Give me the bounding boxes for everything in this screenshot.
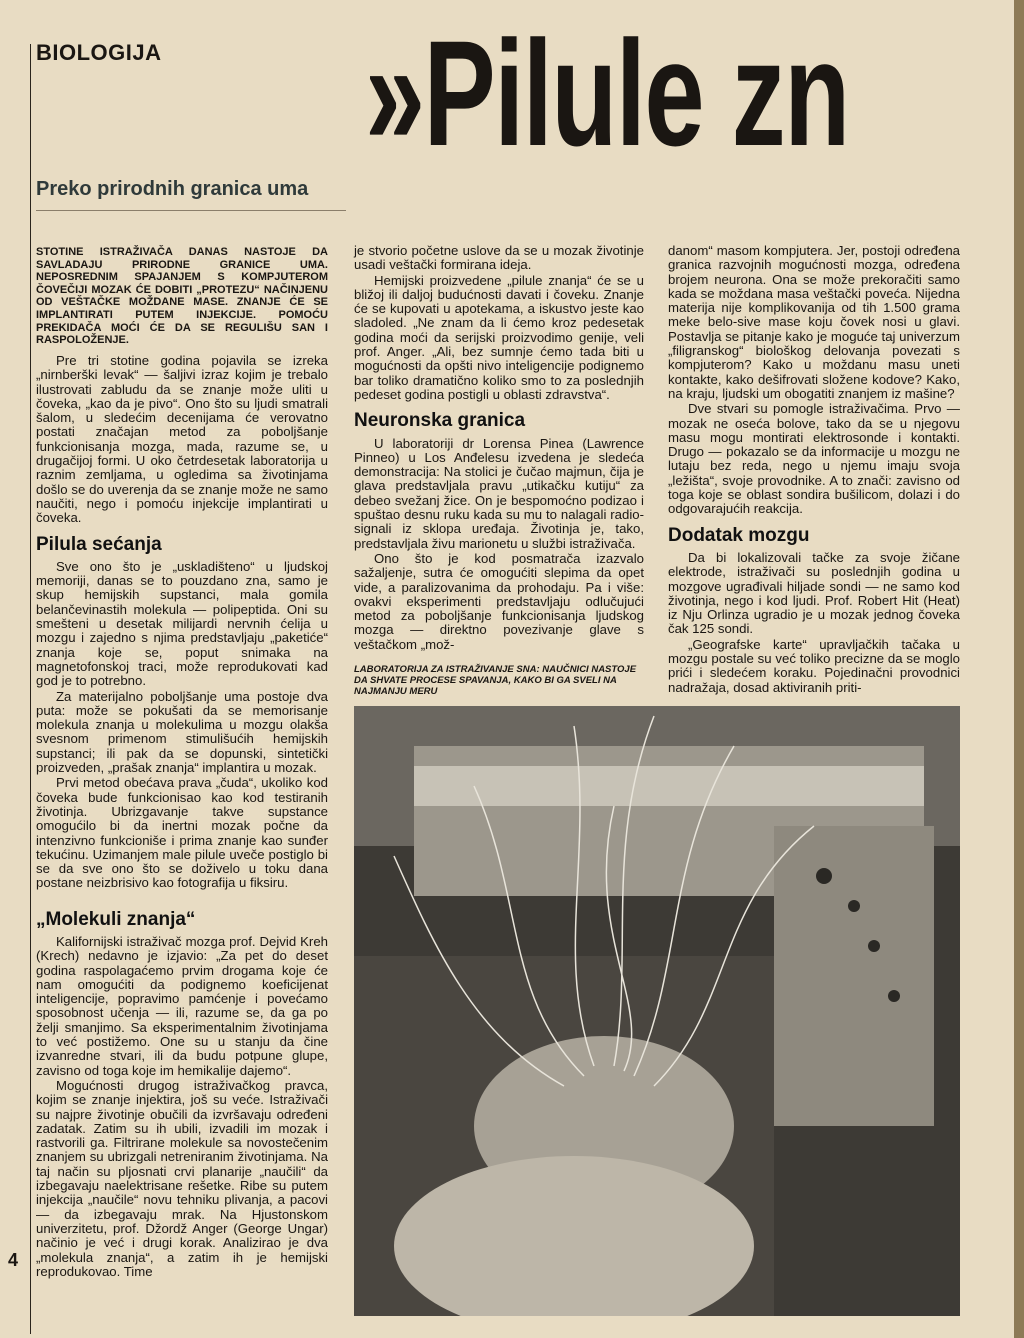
- paragraph: Da bi lokalizovali tačke za svoje žičane elektrode, istraživači su poslednjih godina u mozgove ugrađivali hiljade sondi — ne samo kod životinja, nego i kod ljudi. Prof. Robert Hit (Heat) iz Nju Orlinza ugradio je u mozak jednog čoveka čak 125 sondi.: [668, 549, 960, 637]
- subheading: „Molekuli znanja“: [36, 908, 196, 930]
- lead-paragraph: STOTINE ISTRAŽIVAČA DANAS NASTOJE DA SAVLADAJU PRIRODNE GRANICE UMA. NEPOSREDNIM SPAJANJEM S KOMPJUTEROM ČOVEČIJI MOZAK ĆE DOBITI „PROTEZU“ NAČINJENU OD VEŠTAČKE MOŽDANE MASE. ZNANJE ĆE SE IMPLANTIRATI PUTEM INJEKCIJE. POMOĆU PREKIDAČA MOĆI ĆE DA SE REGULIŠU SAN I RASPOLOŽENJE.: [36, 246, 328, 347]
- paragraph: Ono što je kod posmatrača izazvalo sažaljenje, sutra će omogućiti slepima da opet vide, a paralizovanima da prohodaju. Pa i više: ovakvi eksperimenti predstavljaju odlučujući metod za poboljšanje funkcionisanja ljudskog mozga — direktno povezivanje glave s veštačkom „mož-: [354, 550, 644, 652]
- column-3: [668, 244, 960, 696]
- paragraph: Mogućnosti drugog istraživačkog pravca, kojim se znanje injektira, još su veće. Istraživači su najpre životinje obučili da izvršavaju određeni zadatak. Zatim su ih ubili, izvadili im mozak i rastvorili ga. Filtrirane molekule sa novostečenim znanjem su ubrizgali netreniranim životinjama. Na taj način su pljosnati crvi planarije „naučili“ da izbegavaju naelektrisane rešetke. Ribe su putem injekcija „naučile“ novu tehniku plivanja, a pacovi — da izbegavaju mrak. Na Hjustonskom univerzitetu, prof. Džordž Anger (George Ungar) načinio je već i drugi korak. Analizirao je dva „molekula znanja“, a zatim ih je hemijski reprodukovao. Time: [36, 1077, 328, 1279]
- paragraph: Kalifornijski istraživač mozga prof. Dejvid Kreh (Krech) nedavno je izjavio: „Za pet do deset godina raspolagaćemo prvim drogama koje će nam omogućiti da podignemo koeficijenat inteligencije, popravimo pamćenje i povećamo sposobnost učenja — ili, razume se, da ga po želji smanjimo. Sa eksperimentalnim životinjama to već postižemo. One su u stanju da čine izvanredne stvari, ili da budu potpune glupe, zavisno od toga koje im hemikalije dajemo“.: [36, 933, 328, 1078]
- paragraph: „Geografske karte“ upravljačkih tačaka u mozgu postale su već toliko precizne da se moglo prići i sledećem koraku. Pojedinačni provodnici nadražaja, dosad aktiviranih priti-: [668, 636, 960, 695]
- lab-photo: [354, 706, 960, 1316]
- column-2: [354, 244, 644, 653]
- column-1: [36, 354, 328, 1280]
- paragraph: Dve stvari su pomogle istraživačima. Prvo — mozak ne oseća bolove, tako da se u njegovu masu mogu montirati elektrosonde i kontakti. Drugo — pokazalo se da informacije u mozgu ne lutaju bez reda, nego u njemu imaju svoja „ležišta“, svoje provodnike. A to znači: zavisno od toga koje se oblast sondira bušilicom, dolazi i do odgovarajućih reakcija.: [668, 401, 960, 517]
- subheading: Dodatak mozgu: [668, 524, 810, 546]
- page-edge: [1014, 0, 1024, 1338]
- paragraph: Prvi metod obećava prava „čuda“, ukoliko kod čoveka bude funkcionisao kao kod testiranih životinja. Ubrizgavanje takve supstance omogućilo bi da inertni mozak počne da intenzivno funkcioniše i prima znanje kao sunđer tekućinu. Uzimanjem male pilule uveče postiglo bi se da sve ono što se doživelo u toku dana postane neizbrisivo kao fotografija u fiksiru.: [36, 775, 328, 891]
- paragraph: Pre tri stotine godina pojavila se izreka „nirnberški levak“ — šaljivi izraz kojim je trebalo ilustrovati zabludu da se znanje može uliti u čoveka, „kao da je pivo“. Ono što su ljudi smatrali šalom, u sledećim decenijama će verovatno postati značajan metod za poboljšanje funkcionisanja mozga, mada, razume se, u drugačijoj formi. U oko četrdesetak laboratorija u raznim zemljama, u ogledima sa životinjama došlo se do uverenja da se znanje može ne samo naučiti, nego i pomoću injekcije implantirati u čoveka.: [36, 353, 328, 526]
- divider: [36, 210, 346, 211]
- paragraph: Za materijalno poboljšanje uma postoje dva puta: može se pokušati da se memorisanje molekula znanja u molekulima u mozgu olakša svesnom primenom stimulišućih hemijskih supstanci; ili pak da se dopunski, sintetički proizveden, „prašak znanja“ implantira u mozak.: [36, 688, 328, 776]
- paragraph: danom“ masom kompjutera. Jer, postoji određena granica razvojnih mogućnosti mozga, određena brojem neurona. Ona se može prekoračiti samo kada se moždana masa veštački poveća. Nijedna materija nije komplikovanija od tih 1.500 grama meke belo-sive mase koju čovek nosi u glavi. Postavlja se pitanje kako je moguće taj univerzum „filigranskog“ biološkog delovanja povezati s kompjuterom? Kako u moždanu masu uneti kontakte, kako dešifrovati složene kodove? Kako, na kraju, ljudski um obogatiti znanjem iz mašine?: [668, 243, 960, 401]
- subheading: Pilula sećanja: [36, 533, 162, 555]
- subheadline: Preko prirodnih granica uma: [36, 178, 309, 200]
- section-label: BIOLOGIJA: [36, 40, 162, 65]
- left-rule: [30, 44, 31, 1334]
- paragraph: U laboratoriji dr Lorensa Pinea (Lawrence Pinneo) u Los Anđelesu izvedena je sledeća demonstracija: Na stolici je čučao majmun, čija je glava predstavljala pravu „utikačku kutiju“ za debeo svežanj žice. On je bespomoćno podizao i spuštao desnu ruku kada su mu to nalagali radio-signali iz sklopa uređaja. Životinja je, tako, predstavljala živu marionetu u službi istraživača.: [354, 435, 644, 551]
- paragraph: je stvorio početne uslove da se u mozak životinje usadi veštački formirana ideja.: [354, 243, 644, 273]
- paragraph: Sve ono što je „uskladišteno“ u ljudskoj memoriji, danas se to pouzdano zna, samo je skup hemijskih supstanci, mala gomila belančevinastih molekula — polipeptida. Oni su smešteni u desetak milijardi nervnih ćelija u mozgu i zajedno s njima predstavljaju „paketiće“ znanja koje se, poput snimaka na magnetofonskoj traci, može reprodukovati kad god je to potrebno.: [36, 558, 328, 689]
- photo-caption: LABORATORIJA ZA ISTRAŽIVANJE SNA: NAUČNICI NASTOJE DA SHVATE PROCESE SPAVANJA, KAKO BI GA SVELI NA NAJMANJU MERU: [354, 664, 637, 697]
- page-number: 4: [8, 1250, 19, 1270]
- headline: »Pilule zn: [365, 9, 849, 177]
- subheading: Neuronska granica: [354, 410, 526, 432]
- paragraph: Hemijski proizvedene „pilule znanja“ će se u bližoj ili daljoj budućnosti davati i čoveku. Znanje će se kupovati u apotekama, a iskustvo jeste kao sladoled. „Ne znam da li ćemo kroz pedesetak godina moći da serijski proizvodimo genije, veli prof. Anger. „Ali, bez sumnje ćemo tada biti u mogućnosti da opšti nivo inteligencije podignemo bar toliko dramatično koliko smo to za poslednjih pedeset godina postigli u oblasti zdravstva“.: [354, 272, 644, 402]
